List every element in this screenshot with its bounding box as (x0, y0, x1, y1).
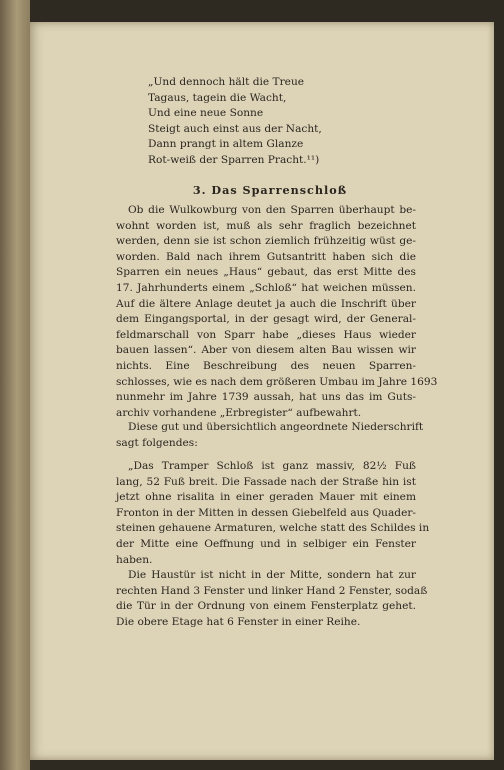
page-sheet (30, 22, 494, 760)
text-line: Fronton in der Mitten in dessen Giebelfeld aus Quader- (116, 506, 416, 519)
poem-stanza (148, 75, 408, 168)
text-line: lang, 52 Fuß breit. Die Fassade nach der Straße hin ist (116, 475, 416, 488)
poem-line: Und eine neue Sonne (148, 107, 264, 119)
text-line: Diese gut und übersichtlich angeordnete Niederschrift (128, 421, 424, 433)
text-line: bauen lassen“. Aber von diesem alten Bau wissen wir (116, 344, 416, 357)
text-line: worden. Bald nach ihrem Gutsantritt haben sich die (116, 250, 416, 263)
paragraph-3 (116, 459, 430, 568)
text-line: rechten Hand 3 Fenster und linker Hand 2 Fenster, sodaß (116, 584, 428, 597)
text-line: steinen gehauene Armaturen, welche statt des Schildes in (116, 522, 430, 535)
poem-line: „Und dennoch hält die Treue (148, 76, 305, 88)
text-line: der Mitte eine Oeffnung und in selbiger ein Fenster (116, 537, 416, 550)
text-line: wohnt worden ist, muß als sehr fraglich bezeichnet (116, 219, 416, 232)
text-line: Sparren ein neues „Haus“ gebaut, das erst Mitte des (116, 266, 416, 279)
text-line: jetzt ohne risalita in einer geraden Mauer mit einem (116, 491, 416, 504)
text-line: sagt folgendes: (116, 436, 198, 449)
text-line: Die Haustür ist nicht in der Mitte, sondern hat zur (128, 569, 416, 581)
text-line: dem Eingangsportal, in der gesagt wird, der General- (116, 313, 416, 326)
text-line: archiv vorhandene „Erbregister“ aufbewahrt. (116, 406, 362, 419)
text-line: werden, denn sie ist schon ziemlich frühzeitig wüst ge- (116, 235, 416, 248)
text-line: Die obere Etage hat 6 Fenster in einer Reihe. (116, 615, 361, 628)
paragraph-4 (116, 568, 428, 630)
text-line: feldmarschall von Sparr habe „dieses Haus wieder (116, 328, 416, 341)
poem-line: Dann prangt in altem Glanze (148, 138, 304, 150)
book-spine (0, 0, 30, 770)
text-line: Ob die Wulkowburg von den Sparren überhaupt be- (128, 204, 416, 216)
section-heading: 3. Das Sparrenschloß (192, 183, 348, 197)
text-line: 17. Jahrhunderts einem „Schloß“ hat weichen müssen. (116, 281, 416, 294)
text-line: die Tür in der Ordnung von einem Fensterplatz gehet. (116, 600, 416, 613)
poem-line: Tagaus, tagein die Wacht, (148, 91, 287, 104)
text-line: schlosses, wie es nach dem größeren Umbau im Jahre 1693 (116, 375, 438, 388)
paragraph-2 (116, 420, 424, 451)
paragraph-1 (116, 203, 438, 421)
text-line: haben. (116, 553, 153, 566)
poem-line: Rot-weiß der Sparren Pracht.¹¹) (148, 153, 320, 166)
text-line: nunmehr im Jahre 1739 aussah, hat uns das im Guts- (116, 391, 416, 404)
text-line: Auf die ältere Anlage deutet ja auch die Inschrift über (116, 297, 416, 310)
text-line: nichts. Eine Beschreibung des neuen Sparren- (116, 359, 416, 372)
text-line: „Das Tramper Schloß ist ganz massiv, 82½ Fuß (128, 460, 416, 472)
poem-line: Steigt auch einst aus der Nacht, (148, 122, 322, 135)
